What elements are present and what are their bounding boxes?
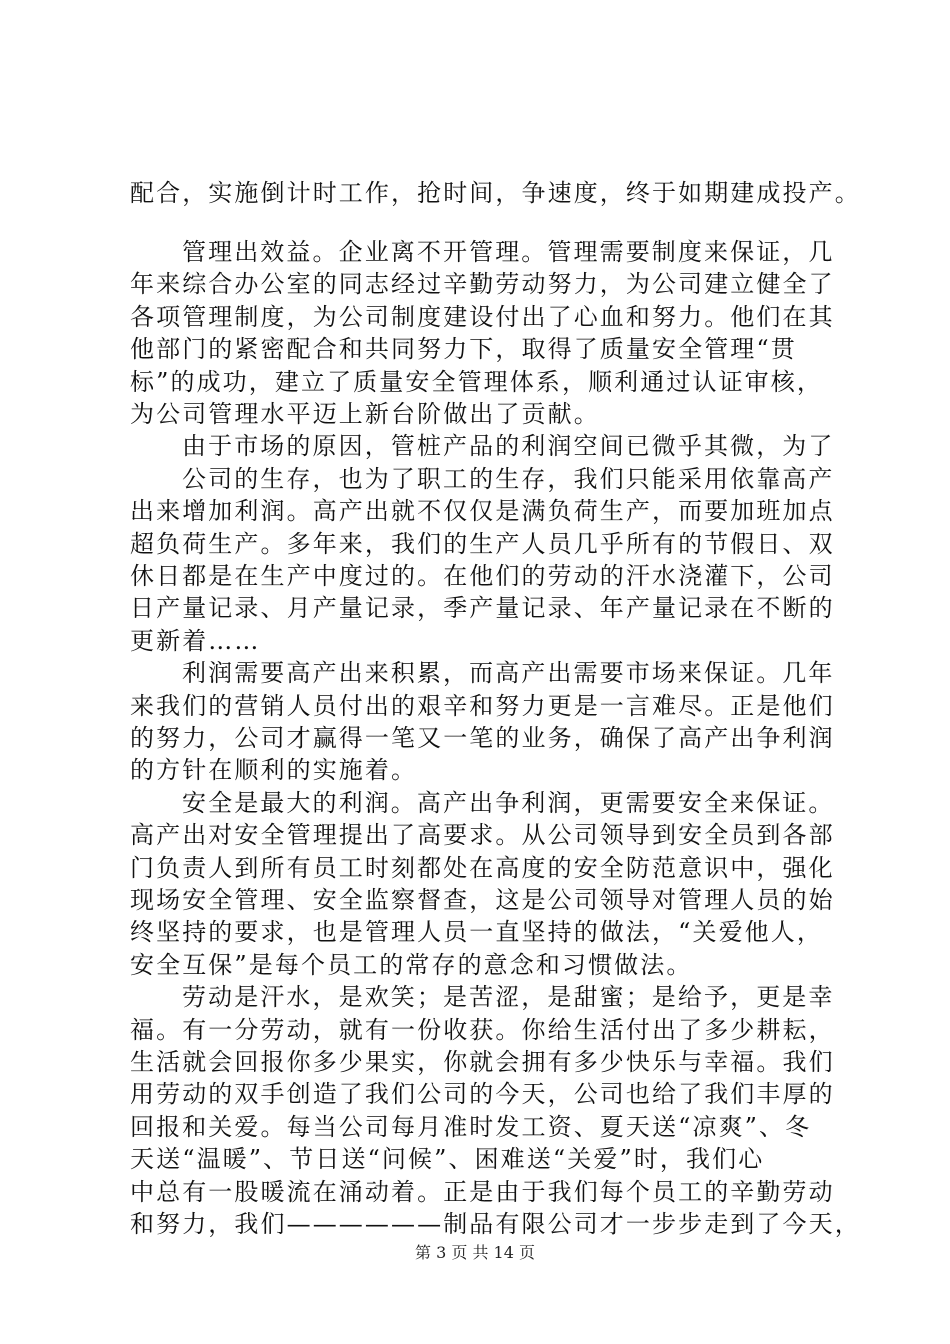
text-line: 为公司管理水平迈上新台阶做出了贡献。 [130,400,600,428]
text-line: 安全互保”是每个员工的常存的意念和习惯做法。 [130,951,693,979]
text-line: 终坚持的要求，也是管理人员一直坚持的做法，“关爱他人， [130,918,823,946]
text-line: 和努力，我们——————制品有限公司才一步步走到了今天， [130,1210,861,1238]
text-line: 现场安全管理、安全监察督查，这是公司领导对管理人员的始 [130,886,835,914]
text-line: 各项管理制度，为公司制度建设付出了心血和努力。他们在其 [130,303,835,331]
text-line: 来我们的营销人员付出的艰辛和努力更是一言难尽。正是他们 [130,692,835,720]
text-line: 年来综合办公室的同志经过辛勤劳动努力，为公司建立健全了 [130,270,835,298]
text-line: 更新着…… [130,627,261,655]
text-line: 配合，实施倒计时工作，抢时间，争速度，终于如期建成投产。 [130,179,861,207]
text-line: 福。有一分劳动，就有一份收获。你给生活付出了多少耕耘， [130,1016,835,1044]
text-line: 出来增加利润。高产出就不仅仅是满负荷生产，而要加班加点 [130,497,835,525]
paragraph-first-line: 利润需要高产出来积累，而高产出需要市场来保证。几年 [182,659,835,687]
text-line: 他部门的紧密配合和共同努力下，取得了质量安全管理“贯 [130,335,797,363]
text-line: 中总有一股暖流在涌动着。正是由于我们每个员工的辛勤劳动 [130,1178,835,1206]
page-number-footer: 第 3 页 共 14 页 [415,1243,535,1262]
paragraph-first-line: 安全是最大的利润。高产出争利润，更需要安全来保证。 [182,789,835,817]
paragraph-first-line: 劳动是汗水，是欢笑；是苦涩，是甜蜜；是给予，更是幸 [182,983,835,1011]
text-line: 门负责人到所有员工时刻都处在高度的安全防范意识中，强化 [130,854,835,882]
paragraph-first-line: 由于市场的原因，管桩产品的利润空间已微乎其微，为了 [182,432,835,460]
text-line: 休日都是在生产中度过的。在他们的劳动的汗水浇灌下，公司 [130,562,835,590]
text-line: 用劳动的双手创造了我们公司的今天，公司也给了我们丰厚的 [130,1080,835,1108]
text-line: 回报和关爱。每当公司每月准时发工资、夏天送“凉爽”、冬 [130,1113,812,1141]
paragraph-first-line: 管理出效益。企业离不开管理。管理需要制度来保证，几 [182,238,835,266]
text-line: 标”的成功，建立了质量安全管理体系，顺利通过认证审核， [130,368,823,396]
paragraph-first-line: 公司的生存，也为了职工的生存，我们只能采用依靠高产 [182,465,835,493]
text-line: 的方针在顺利的实施着。 [130,756,418,784]
text-line: 高产出对安全管理提出了高要求。从公司领导到安全员到各部 [130,821,835,849]
text-line: 超负荷生产。多年来，我们的生产人员几乎所有的节假日、双 [130,530,835,558]
text-line: 的努力，公司才赢得一笔又一笔的业务，确保了高产出争利润 [130,724,835,752]
text-line: 生活就会回报你多少果实，你就会拥有多少快乐与幸福。我们 [130,1048,835,1076]
text-line: 日产量记录、月产量记录，季产量记录、年产量记录在不断的 [130,594,835,622]
text-line: 天送“温暖”、节日送“问候”、困难送“关爱”时，我们心 [130,1145,765,1173]
